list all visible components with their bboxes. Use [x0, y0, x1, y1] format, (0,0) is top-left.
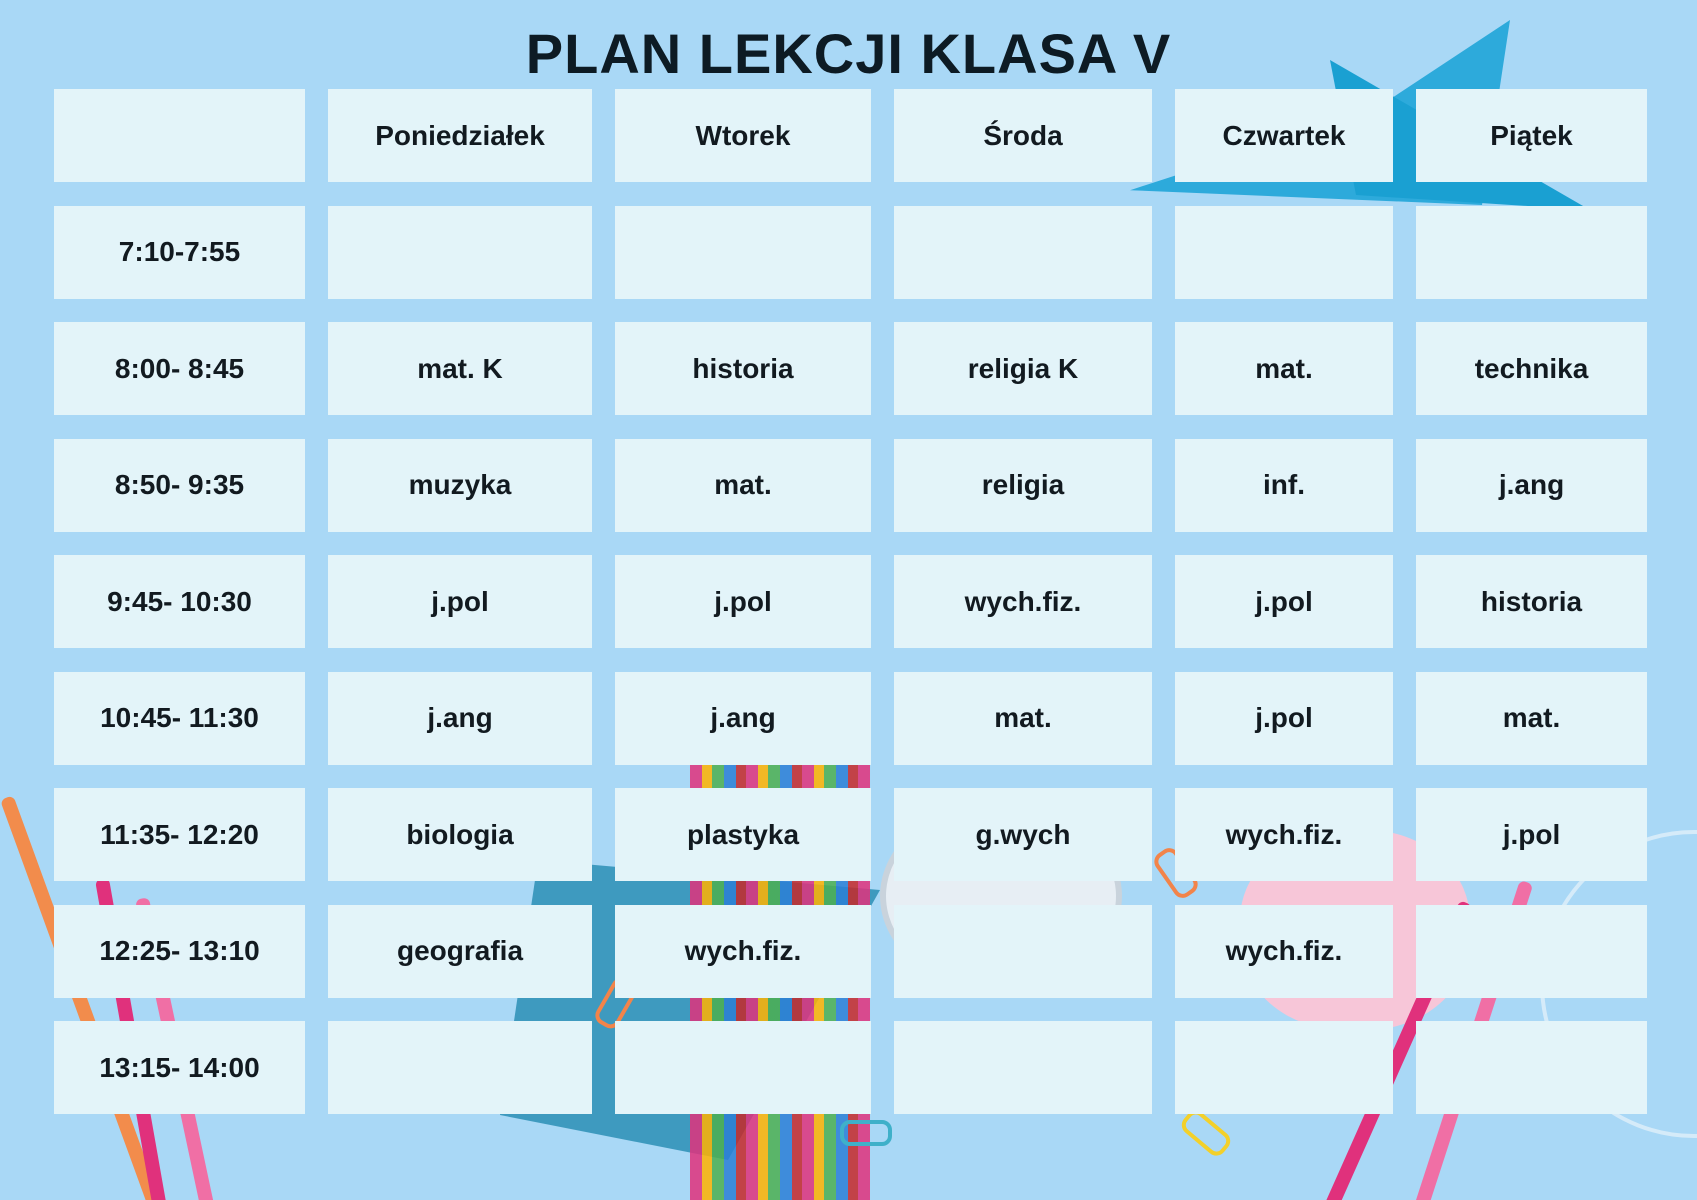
lesson-cell: [328, 206, 592, 299]
lesson-cell: [1416, 206, 1647, 299]
lesson-cell: [1416, 1021, 1647, 1114]
day-header-monday: Poniedziałek: [328, 89, 592, 182]
lesson-cell: j.ang: [615, 672, 871, 765]
paperclip-decoration: [840, 1120, 892, 1146]
time-slot-cell: 10:45- 11:30: [54, 672, 305, 765]
lesson-cell: mat.: [1416, 672, 1647, 765]
lesson-cell: j.pol: [1175, 672, 1393, 765]
lesson-cell: [615, 1021, 871, 1114]
day-header-wednesday: Środa: [894, 89, 1152, 182]
time-slot-cell: 8:50- 9:35: [54, 439, 305, 532]
time-slot-cell: 8:00- 8:45: [54, 322, 305, 415]
lesson-cell: g.wych: [894, 788, 1152, 881]
lesson-cell: j.pol: [1416, 788, 1647, 881]
lesson-cell: j.ang: [1416, 439, 1647, 532]
time-slot-cell: 7:10-7:55: [54, 206, 305, 299]
lesson-cell: geografia: [328, 905, 592, 998]
lesson-cell: j.pol: [1175, 555, 1393, 648]
lesson-cell: wych.fiz.: [1175, 788, 1393, 881]
header-corner-cell: [54, 89, 305, 182]
day-header-thursday: Czwartek: [1175, 89, 1393, 182]
time-slot-cell: 11:35- 12:20: [54, 788, 305, 881]
lesson-cell: [615, 206, 871, 299]
lesson-cell: inf.: [1175, 439, 1393, 532]
lesson-cell: plastyka: [615, 788, 871, 881]
time-slot-cell: 13:15- 14:00: [54, 1021, 305, 1114]
page-title: PLAN LEKCJI KLASA V: [525, 22, 1172, 85]
lesson-cell: [1416, 905, 1647, 998]
day-header-tuesday: Wtorek: [615, 89, 871, 182]
lesson-cell: mat.: [1175, 322, 1393, 415]
lesson-cell: historia: [1416, 555, 1647, 648]
lesson-cell: [894, 206, 1152, 299]
lesson-cell: religia: [894, 439, 1152, 532]
lesson-cell: [1175, 206, 1393, 299]
lesson-cell: wych.fiz.: [615, 905, 871, 998]
lesson-cell: [328, 1021, 592, 1114]
lesson-cell: religia K: [894, 322, 1152, 415]
lesson-cell: j.pol: [328, 555, 592, 648]
lesson-cell: [894, 1021, 1152, 1114]
lesson-cell: mat.: [894, 672, 1152, 765]
lesson-cell: technika: [1416, 322, 1647, 415]
lesson-cell: [1175, 1021, 1393, 1114]
lesson-cell: wych.fiz.: [1175, 905, 1393, 998]
lesson-cell: [894, 905, 1152, 998]
time-slot-cell: 12:25- 13:10: [54, 905, 305, 998]
lesson-cell: j.ang: [328, 672, 592, 765]
lesson-cell: j.pol: [615, 555, 871, 648]
time-slot-cell: 9:45- 10:30: [54, 555, 305, 648]
lesson-cell: historia: [615, 322, 871, 415]
paperclip-decoration: [1178, 1106, 1235, 1159]
lesson-cell: wych.fiz.: [894, 555, 1152, 648]
lesson-cell: biologia: [328, 788, 592, 881]
timetable-grid: [54, 89, 1647, 1114]
day-header-friday: Piątek: [1416, 89, 1647, 182]
lesson-cell: mat. K: [328, 322, 592, 415]
lesson-cell: mat.: [615, 439, 871, 532]
lesson-cell: muzyka: [328, 439, 592, 532]
